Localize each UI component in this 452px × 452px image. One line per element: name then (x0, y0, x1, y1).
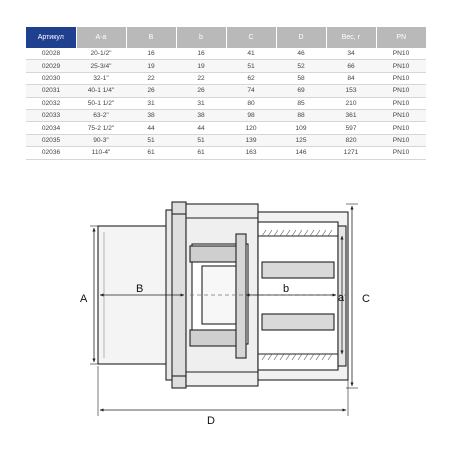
table-cell: 146 (276, 147, 326, 159)
dim-label-b: b (283, 283, 290, 295)
column-header: D (276, 27, 326, 48)
table-cell: 22 (176, 72, 226, 84)
table-cell: 40-1 1/4" (76, 85, 126, 97)
table-row (26, 72, 426, 84)
table-cell: 44 (126, 122, 176, 134)
table-cell: 52 (276, 60, 326, 72)
table-cell: 90-3" (76, 134, 126, 146)
table-cell: 20-1/2" (76, 48, 126, 60)
table-cell: PN10 (376, 109, 426, 121)
table-cell: 26 (126, 85, 176, 97)
dim-label-a: a (338, 292, 345, 304)
table-row (26, 97, 426, 109)
table-cell: PN10 (376, 97, 426, 109)
table-cell: 153 (326, 85, 376, 97)
table-cell: 41 (226, 48, 276, 60)
table-cell: 98 (226, 109, 276, 121)
table-cell: 80 (226, 97, 276, 109)
table-cell: PN10 (376, 122, 426, 134)
table-cell: 02033 (26, 109, 76, 121)
table-cell: 210 (326, 97, 376, 109)
table-cell: PN10 (376, 134, 426, 146)
table-cell: 51 (226, 60, 276, 72)
table-body (26, 48, 426, 159)
table-cell: 02035 (26, 134, 76, 146)
table-cell: 51 (126, 134, 176, 146)
table-cell: PN10 (376, 147, 426, 159)
dim-label-B: B (136, 283, 144, 295)
dim-label-A: A (80, 293, 88, 305)
table-cell: 1271 (326, 147, 376, 159)
table-row (26, 122, 426, 134)
table-cell: 69 (276, 85, 326, 97)
table-cell: 61 (126, 147, 176, 159)
table-cell: 16 (176, 48, 226, 60)
table-cell: 19 (126, 60, 176, 72)
spec-table (26, 27, 426, 160)
table-cell: 02032 (26, 97, 76, 109)
fitting-drawing (0, 170, 452, 452)
table-cell: 16 (126, 48, 176, 60)
table-cell: 02036 (26, 147, 76, 159)
column-header: b (176, 27, 226, 48)
table-cell: 361 (326, 109, 376, 121)
table-row (26, 109, 426, 121)
table-cell: 02030 (26, 72, 76, 84)
table-cell: 02028 (26, 48, 76, 60)
table-header-row (26, 27, 426, 48)
table-cell: 74 (226, 85, 276, 97)
table-cell: 32-1" (76, 72, 126, 84)
table-cell: 62 (226, 72, 276, 84)
table-cell: 88 (276, 109, 326, 121)
table-cell: 125 (276, 134, 326, 146)
table-cell: 22 (126, 72, 176, 84)
column-header: Вес, г (326, 27, 376, 48)
table-cell: 84 (326, 72, 376, 84)
table-cell: 50-1 1/2" (76, 97, 126, 109)
table-row (26, 147, 426, 159)
table-cell: 66 (326, 60, 376, 72)
column-header: A-a (76, 27, 126, 48)
table-cell: PN10 (376, 85, 426, 97)
dim-label-C: C (362, 293, 370, 305)
table-cell: 63-2" (76, 109, 126, 121)
table-row (26, 134, 426, 146)
table-cell: 75-2 1/2" (76, 122, 126, 134)
table-cell: 85 (276, 97, 326, 109)
table-row (26, 48, 426, 60)
table-cell: 34 (326, 48, 376, 60)
table-cell: 25-3/4" (76, 60, 126, 72)
column-header: C (226, 27, 276, 48)
table-cell: 58 (276, 72, 326, 84)
table-cell: 820 (326, 134, 376, 146)
table-cell: 38 (176, 109, 226, 121)
table-cell: 02034 (26, 122, 76, 134)
table-cell: 44 (176, 122, 226, 134)
table-cell: 02029 (26, 60, 76, 72)
table-cell: PN10 (376, 48, 426, 60)
table-cell: 51 (176, 134, 226, 146)
table-cell: 597 (326, 122, 376, 134)
table-cell: 110-4" (76, 147, 126, 159)
dim-label-D: D (207, 415, 215, 427)
column-header: B (126, 27, 176, 48)
table-cell: 61 (176, 147, 226, 159)
table-row (26, 60, 426, 72)
table-cell: 139 (226, 134, 276, 146)
table-cell: 163 (226, 147, 276, 159)
column-header: Артикул (26, 27, 76, 48)
table-row (26, 85, 426, 97)
table-cell: PN10 (376, 72, 426, 84)
table-cell: 31 (126, 97, 176, 109)
table-cell: 26 (176, 85, 226, 97)
table-cell: 02031 (26, 85, 76, 97)
table-cell: 19 (176, 60, 226, 72)
table-cell: 38 (126, 109, 176, 121)
table-cell: 31 (176, 97, 226, 109)
table-cell: PN10 (376, 60, 426, 72)
column-header: PN (376, 27, 426, 48)
table-cell: 46 (276, 48, 326, 60)
table-cell: 109 (276, 122, 326, 134)
table-cell: 120 (226, 122, 276, 134)
